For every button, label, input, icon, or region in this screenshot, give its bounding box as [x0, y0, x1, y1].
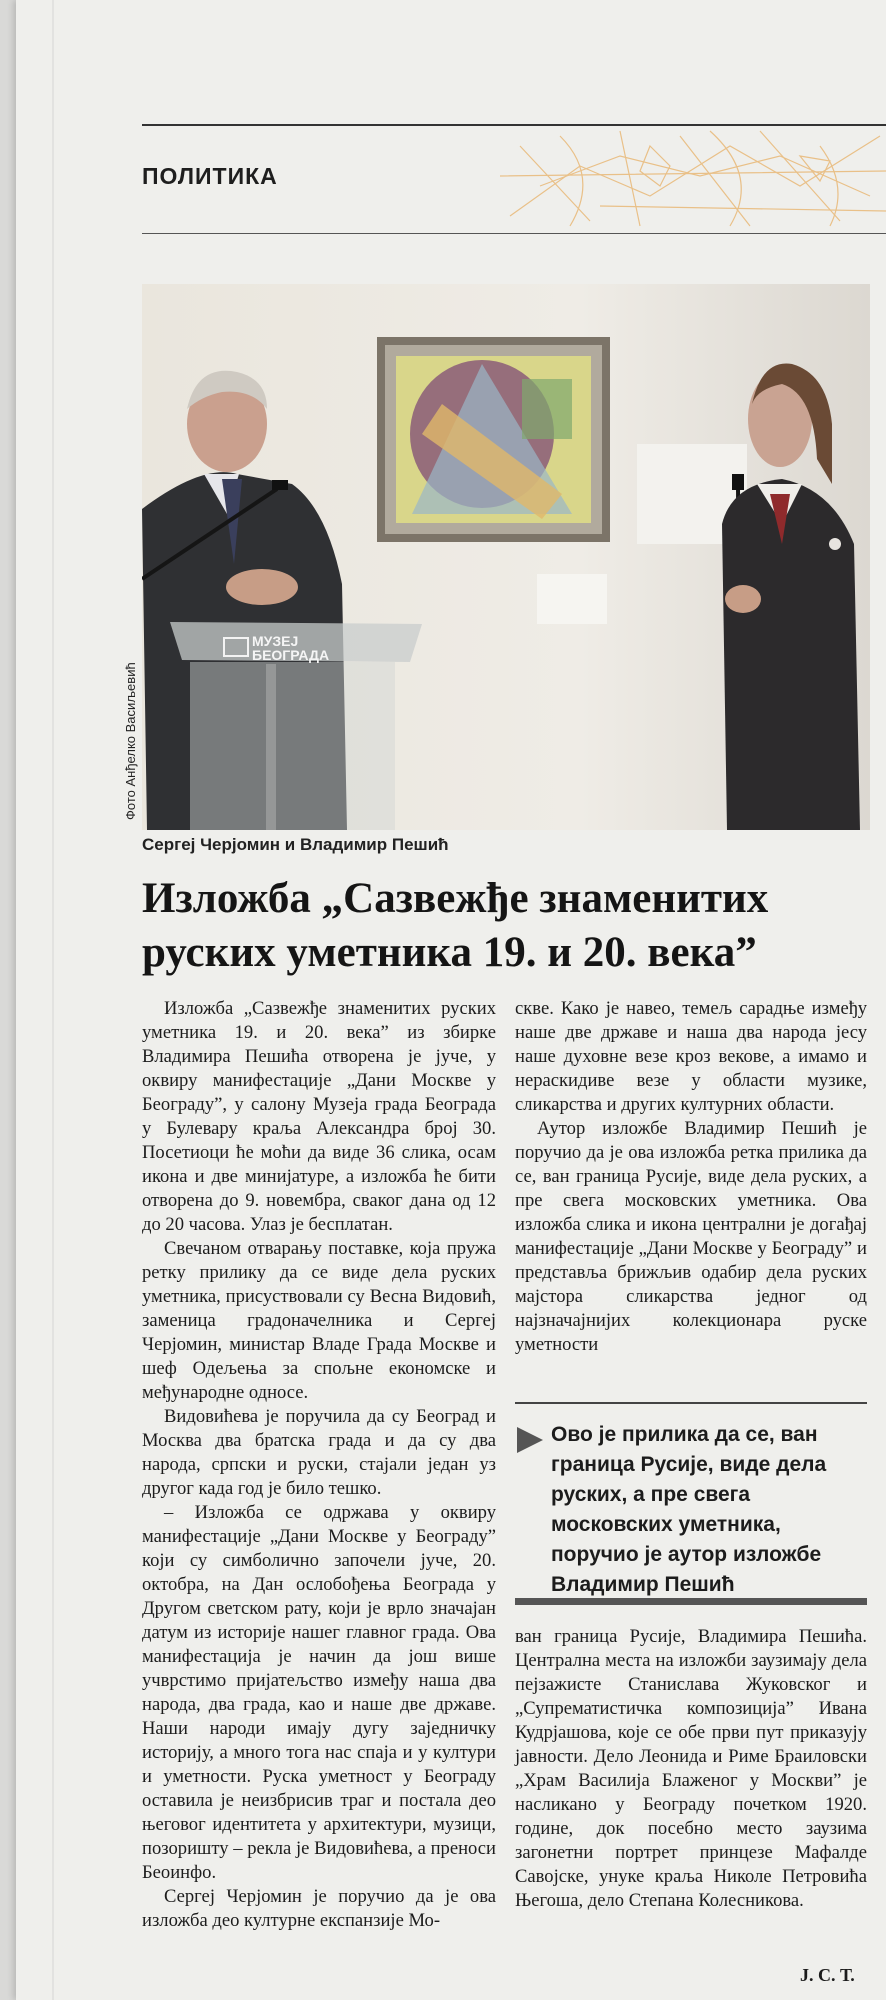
paragraph: Аутор изложбе Владимир Пешић је поручио да је ова изложба ретка прилика да се, ван граница Русије, виде дела руских, а пре свега московских уметника. Ова изложба слика и икона централни је догађај манифестације „Дани Москве у Београду” и представља брижљив одабир дела руских мајстора сликарства једног од најзначајнијих колекционара руске уметности: [515, 1118, 867, 1355]
pull-quote: Ово је прилика да се, ван граница Русије, виде дела руских, а пре свега московских уметника, поручио је аутор изложбе Владимир Пешић: [551, 1423, 827, 1596]
podium-body: [190, 662, 395, 830]
page-fold: [52, 0, 54, 2000]
photo-caption: Сергеј Черјомин и Владимир Пешић: [142, 835, 449, 854]
photo-credit: Фото Анђелко Васиљевић: [123, 662, 138, 820]
photo-illustration: [142, 284, 870, 830]
paragraph: Свечаном отварању поставке, која пружа ретку прилику да се виде дела руских уметника, присуствовали су Весна Видовић, заменица градоначелника и Сергеј Черјомин, министар Владе Града Москве и шеф Одељења за спољне економске и међународне односе.: [142, 1238, 496, 1403]
paragraph: Изложба „Сазвежђе знаменитих руских уметника 19. и 20. века” из збирке Владимира Пешића отворена је јуче, у оквиру манифестације „Дани Москве у Београду”, у салону Музеја града Београда у Булевару краља Александра број 30. Посетиоци ће моћи да виде 36 слика, осам икона и две минијатуре, а изложба ће бити отворена до 9. новембра, сваког дана од 12 до 20 часова. Улаз је бесплатан.: [142, 998, 496, 1235]
paragraph: ван граница Русије, Владимира Пешића. Централна места на изложби заузимају дела пејзажисте Станислава Жуковског и „Супрематистичка композиција” Ивана Кудрјашова, које се обе први пут приказују јавности. Дело Леонида и Риме Браиловски „Храм Василија Блаженог у Москви” је насликано у Београду почетком 1920. године, док посебно место заузима загонетни портрет принцезе Мафалде Савојске, унуке краља Николе Петровића Његоша, дело Степана Колесникова.: [515, 1626, 867, 1911]
paragraph: Сергеј Черјомин је поручио да је ова изложба део културне експанзије Мо-: [142, 1886, 496, 1931]
quote-rule-top: [515, 1402, 867, 1404]
article-column-right-bottom: [515, 1625, 867, 1913]
paragraph: Видовићева је поручила да су Београд и Москва два братска града и да су два народа, српски и руски, стајали један уз другог када год је било тешко.: [142, 1406, 496, 1499]
wall-label: [537, 574, 607, 624]
article-column-left: [142, 997, 496, 1933]
speaker-right: [722, 479, 860, 830]
podium-text-2: БЕОГРАДА: [252, 647, 330, 663]
podium-text-1: МУЗЕЈ: [252, 633, 299, 649]
paragraph: – Изложба се одржава у оквиру манифестације „Дани Москве у Београду” који су симболично започели јуче, 20. октобра, на Дан ослобођења Београда у Другом светском рату, који је врло значајан датум из историје нашег главног града. Ова манифестација је начин да још више учврстимо пријатељство између наша два народа, два града, као и наше две државе. Наши народи имају дугу заједничку историју, а много тога нас спаја и у култури и уметности. Руска уметност у Београду оставила је неизбрисив траг и постала део његовог идентитета у архитектури, музици, позоришту – рекла је Видовићева, а преноси Беоинфо.: [142, 1502, 496, 1883]
article-column-right-top: [515, 997, 867, 1357]
section-label: ПОЛИТИКА: [142, 163, 278, 189]
author-initials: Ј. С. Т.: [800, 1965, 855, 1985]
paragraph: скве. Како је навео, темељ сарадње између наше две државе и наша два народа јесу наше духовне везе кроз векове, а имамо и нераскидиве везе у области музике, сликарства и других културних области.: [515, 998, 867, 1115]
arrow-icon: [515, 1425, 545, 1455]
event-photo: [142, 284, 870, 830]
quote-rule-bottom: [515, 1598, 867, 1605]
article-headline: Изложба „Сазвежђе знаменитих руских уметника 19. и 20. века”: [142, 875, 769, 976]
map-decoration: [500, 126, 886, 231]
header-subrule: [142, 233, 886, 234]
